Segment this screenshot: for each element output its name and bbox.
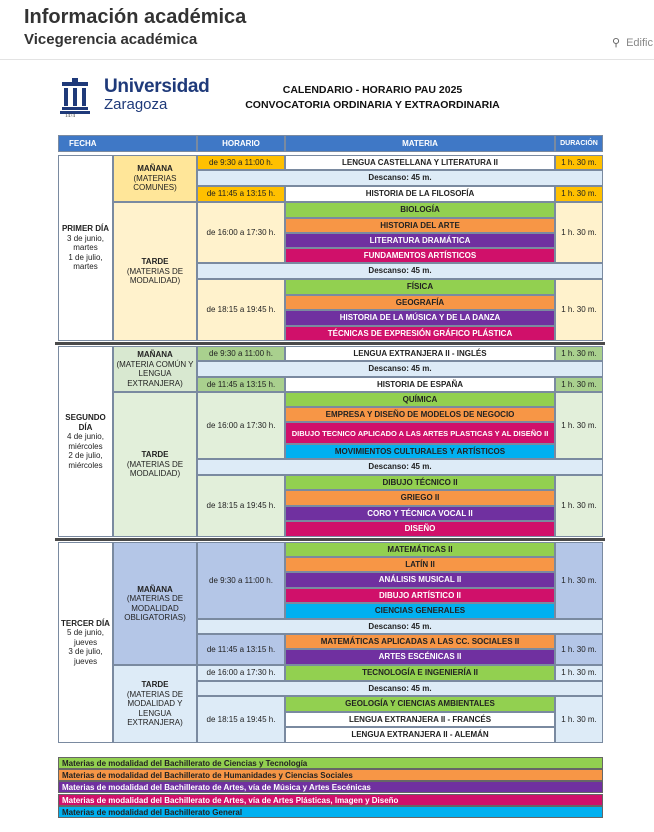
day2-slot3-subject-2: EMPRESA Y DISEÑO DE MODELOS DE NEGOCIO [285,407,555,422]
day1-slot4-subject-1: FÍSICA [285,279,555,295]
logo-name-line1: Universidad [104,76,210,97]
day1-fecha-label: PRIMER DÍA [61,224,110,234]
day3-slot2-subject-2: ARTES ESCÉNICAS II [285,649,555,665]
day2-manana-cell [113,346,197,392]
day3-slot4-subject-3: LENGUA EXTRANJERA II - ALEMÁN [285,727,555,743]
day3-slot4-subject-2: LENGUA EXTRANJERA II - FRANCÉS [285,712,555,727]
calendar-title-line1: CALENDARIO - HORARIO PAU 2025 [282,84,463,96]
day2-slot3-subject-3: DIBUJO TECNICO APLICADO A LAS ARTES PLASTICAS Y AL DISEÑO II [285,422,555,444]
day2-descanso-morning: Descanso: 45 m. [197,361,603,377]
day2-slot3-subject-1: QUÍMICA [285,392,555,407]
day3-slot1-time: de 9:30 a 11:00 h. [197,542,285,619]
day1-tarde-sub: (MATERIAS DE MODALIDAD) [126,266,184,286]
day3-slot1-subject-3: ANÁLISIS MUSICAL II [285,572,555,588]
day1-slot3-time: de 16:00 a 17:30 h. [197,202,285,263]
day2-slot4-subject-1: DIBUJO TÉCNICO II [285,475,555,490]
day3-slot1-subject-1: MATEMÁTICAS II [285,542,555,557]
day2-manana-sub: (MATERIA COMÚN Y LENGUA EXTRANJERA) [116,359,194,388]
day1-slot4-subject-3: HISTORIA DE LA MÚSICA Y DE LA DANZA [285,310,555,326]
day1-slot3-duration: 1 h. 30 m. [555,202,603,263]
day2-slot4-subject-4: DISEÑO [285,521,555,537]
logo-name-line2: Zaragoza [104,96,168,113]
day2-slot2-time: de 11:45 a 13:15 h. [197,377,285,392]
day2-slot3-time: de 16:00 a 17:30 h. [197,392,285,459]
day3-slot4-duration: 1 h. 30 m. [555,696,603,743]
day3-slot1-subject-2: LATÍN II [285,557,555,572]
day-separator [55,342,605,345]
day-separator [55,538,605,541]
day3-slot1-subject-5: CIENCIAS GENERALES [285,603,555,619]
day3-manana-sub: (MATERIAS DE MODALIDAD OBLIGATORIAS) [124,594,186,622]
day1-slot1-duration: 1 h. 30 m. [555,155,603,170]
day1-fecha-cell [58,155,113,341]
day1-slot4-time: de 18:15 a 19:45 h. [197,279,285,341]
day1-descanso-afternoon: Descanso: 45 m. [197,263,603,279]
day3-slot2-time: de 11:45 a 13:15 h. [197,634,285,665]
legend-ciencias: Materias de modalidad del Bachillerato de Ciencias y Tecnología [58,757,603,769]
day2-slot1-duration: 1 h. 30 m. [555,346,603,361]
day2-tarde-sub: (MATERIAS DE MODALIDAD) [126,459,184,479]
day1-slot2-duration: 1 h. 30 m. [555,186,603,202]
day3-manana-label: MAÑANA [137,584,173,594]
day3-manana-cell [113,542,197,665]
day2-slot4-subject-3: CORO Y TÉCNICA VOCAL II [285,506,555,521]
map-pin-icon: ⚲ [612,37,621,49]
day2-slot2-subject: HISTORIA DE ESPAÑA [285,377,555,392]
day1-manana-cell [113,155,197,202]
day3-slot3-subject: TECNOLOGÍA E INGENIERÍA II [285,665,555,681]
day1-descanso-morning: Descanso: 45 m. [197,170,603,186]
day3-slot4-time: de 18:15 a 19:45 h. [197,696,285,743]
day2-slot3-subject-4: MOVIMIENTOS CULTURALES Y ARTÍSTICOS [285,444,555,459]
day2-fecha-label: SEGUNDO DÍA [65,413,106,432]
location-text: Edific [626,37,653,49]
day2-slot3-duration: 1 h. 30 m. [555,392,603,459]
legend-plasticas: Materias de modalidad del Bachillerato de Artes, vía de Artes Plásticas, Imagen y Diseño [58,794,603,806]
day2-slot1-subject: LENGUA EXTRANJERA II - INGLÉS [285,346,555,361]
day2-tarde-label: TARDE [141,450,169,460]
calendar-title-line2: CONVOCATORIA ORDINARIA Y EXTRAORDINARIA [245,99,500,111]
page-subtitle: Vicegerencia académica [24,31,198,48]
day2-tarde-cell [113,392,197,537]
header-duracion: DURACIÓN [555,135,603,152]
day2-slot1-time: de 9:30 a 11:00 h. [197,346,285,361]
day2-slot4-duration: 1 h. 30 m. [555,475,603,537]
header-horario: HORARIO [197,135,285,152]
day3-descanso-morning: Descanso: 45 m. [197,619,603,634]
day3-tarde-sub: (MATERIAS DE MODALIDAD Y LENGUA EXTRANJERA) [126,689,184,728]
day2-slot4-time: de 18:15 a 19:45 h. [197,475,285,537]
page-title: Información académica [24,6,247,28]
day2-fecha-cell [58,346,113,537]
day3-slot2-duration: 1 h. 30 m. [555,634,603,665]
day2-fecha-dates: 4 de junio, miércoles 2 de julio, miércoles [67,432,104,470]
day1-tarde-cell [113,202,197,341]
logo-year: 1474 [65,114,75,119]
day3-fecha-dates: 5 de junio, jueves 3 de julio, jueves [67,628,104,666]
day1-slot4-subject-4: TÉCNICAS DE EXPRESIÓN GRÁFICO PLÁSTICA [285,326,555,341]
day1-slot3-subject-2: HISTORIA DEL ARTE [285,218,555,233]
day1-manana-sub: (MATERIAS COMUNES) [133,173,177,193]
day3-slot2-subject-1: MATEMÁTICAS APLICADAS A LAS CC. SOCIALES II [285,634,555,649]
day3-slot1-duration: 1 h. 30 m. [555,542,603,619]
legend-musica: Materias de modalidad del Bachillerato de Artes, vía de Música y Artes Escénicas [58,781,603,793]
day1-slot4-subject-2: GEOGRAFÍA [285,295,555,310]
day1-slot2-time: de 11:45 a 13:15 h. [197,186,285,202]
day1-slot2-subject: HISTORIA DE LA FILOSOFÍA [285,186,555,202]
day1-slot4-duration: 1 h. 30 m. [555,279,603,341]
day1-tarde-label: TARDE [141,257,169,267]
legend-humanidades: Materias de modalidad del Bachillerato de Humanidades y Ciencias Sociales [58,769,603,781]
day3-slot3-time: de 16:00 a 17:30 h. [197,665,285,681]
day3-descanso-afternoon: Descanso: 45 m. [197,681,603,696]
day3-slot3-duration: 1 h. 30 m. [555,665,603,681]
day2-descanso-afternoon: Descanso: 45 m. [197,459,603,475]
header-materia: MATERIA [285,135,555,152]
day1-manana-label: MAÑANA [137,164,173,174]
day2-manana-label: MAÑANA [137,350,173,359]
day3-tarde-label: TARDE [141,680,169,690]
day1-fecha-dates: 3 de junio, martes 1 de julio, martes [67,233,104,272]
header-fecha: FECHA [58,135,197,152]
day3-fecha-cell [58,542,113,743]
day3-tarde-cell [113,665,197,743]
day1-slot3-subject-3: LITERATURA DRAMÁTICA [285,233,555,248]
day1-slot3-subject-4: FUNDAMENTOS ARTÍSTICOS [285,248,555,263]
legend-general: Materias de modalidad del Bachillerato General [58,806,603,818]
day2-slot2-duration: 1 h. 30 m. [555,377,603,392]
day1-slot3-subject-1: BIOLOGÍA [285,202,555,218]
day3-fecha-label: TERCER DÍA [61,618,110,628]
day1-slot1-time: de 9:30 a 11:00 h. [197,155,285,170]
day3-slot4-subject-1: GEOLOGÍA Y CIENCIAS AMBIENTALES [285,696,555,712]
day2-slot4-subject-2: GRIEGO II [285,490,555,506]
day3-slot1-subject-4: DIBUJO ARTÍSTICO II [285,588,555,603]
day1-slot1-subject: LENGUA CASTELLANA Y LITERATURA II [285,155,555,170]
